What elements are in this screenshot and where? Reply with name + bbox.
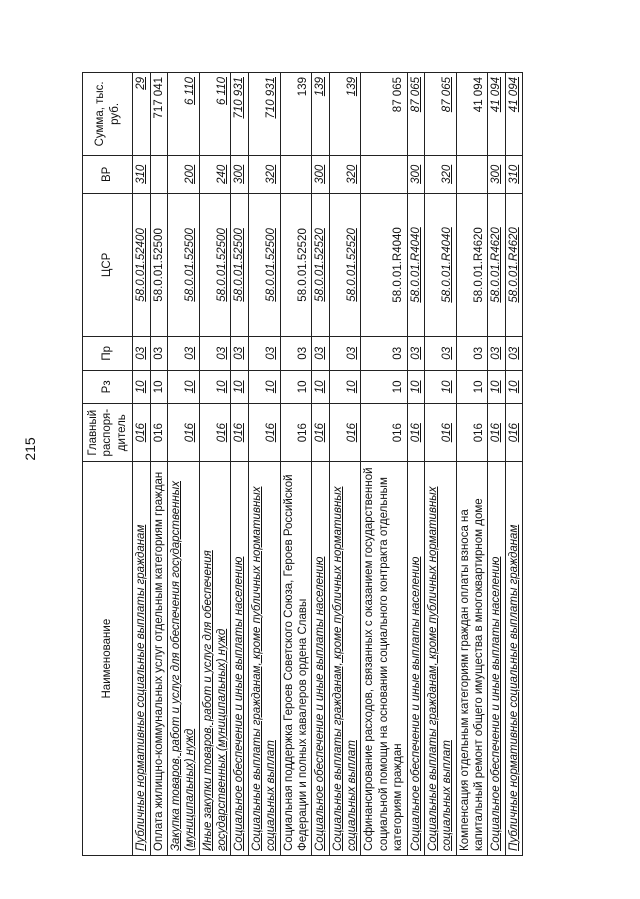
cell-csr: 58.0.01.52520	[312, 193, 329, 336]
cell-pr: 03	[329, 337, 361, 371]
cell-name: Публичные нормативные социальные выплаты гражданам	[505, 462, 522, 856]
cell-sum: 41 094	[505, 73, 522, 156]
cell-sum: 6 110	[167, 73, 199, 156]
cell-sum: 87 065	[424, 73, 456, 156]
cell-chief: 016	[329, 404, 361, 462]
cell-rz: 10	[167, 370, 199, 404]
cell-rz: 10	[456, 370, 488, 404]
cell-chief: 016	[456, 404, 488, 462]
cell-sum: 710 931	[231, 73, 248, 156]
cell-chief: 016	[407, 404, 424, 462]
header-sum: Сумма, тыс. руб.	[83, 73, 133, 156]
header-rz: Рз	[83, 370, 133, 404]
cell-chief: 016	[505, 404, 522, 462]
cell-pr: 03	[167, 337, 199, 371]
cell-csr: 58.0.01.52400	[133, 193, 150, 336]
table-row	[456, 73, 488, 856]
cell-sum: 6 110	[199, 73, 231, 156]
cell-sum: 139	[312, 73, 329, 156]
cell-csr: 58.0.01.52520	[329, 193, 361, 336]
table-row	[407, 73, 424, 856]
cell-sum: 29	[133, 73, 150, 156]
table-row	[361, 73, 407, 856]
cell-name: Социальное обеспечение и иные выплаты населению	[312, 462, 329, 856]
cell-pr: 03	[133, 337, 150, 371]
cell-vr	[150, 155, 167, 193]
table-row	[150, 73, 167, 856]
rotated-table-container	[82, 72, 520, 856]
cell-name: Социальные выплаты гражданам, кроме публичных нормативных социальных выплат	[424, 462, 456, 856]
table-row	[505, 73, 522, 856]
cell-rz: 10	[407, 370, 424, 404]
table-row	[312, 73, 329, 856]
cell-rz: 10	[505, 370, 522, 404]
header-row	[83, 73, 133, 856]
cell-vr	[280, 155, 312, 193]
cell-rz: 10	[248, 370, 280, 404]
cell-chief: 016	[167, 404, 199, 462]
cell-rz: 10	[361, 370, 407, 404]
cell-sum: 710 931	[248, 73, 280, 156]
cell-chief: 016	[312, 404, 329, 462]
cell-vr: 320	[248, 155, 280, 193]
header-pr: Пр	[83, 337, 133, 371]
page-number: 215	[22, 437, 38, 461]
cell-sum: 717 041	[150, 73, 167, 156]
header-name: Наименование	[83, 462, 133, 856]
cell-csr: 58.0.01.R4620	[456, 193, 488, 336]
table-row	[280, 73, 312, 856]
cell-rz: 10	[329, 370, 361, 404]
cell-csr: 58.0.01.52500	[231, 193, 248, 336]
cell-name: Социальное обеспечение и иные выплаты населению	[231, 462, 248, 856]
cell-rz: 10	[488, 370, 505, 404]
cell-pr: 03	[424, 337, 456, 371]
cell-pr: 03	[456, 337, 488, 371]
cell-rz: 10	[133, 370, 150, 404]
table-row	[231, 73, 248, 856]
cell-vr: 200	[167, 155, 199, 193]
cell-vr: 300	[312, 155, 329, 193]
cell-name: Социальные выплаты гражданам, кроме публичных нормативных социальных выплат	[248, 462, 280, 856]
cell-chief: 016	[361, 404, 407, 462]
cell-pr: 03	[505, 337, 522, 371]
cell-csr: 58.0.01.52500	[199, 193, 231, 336]
cell-name: Оплата жилищно-коммунальных услуг отдельным категориям граждан	[150, 462, 167, 856]
cell-rz: 10	[312, 370, 329, 404]
cell-pr: 03	[488, 337, 505, 371]
header-csr: ЦСР	[83, 193, 133, 336]
cell-csr: 58.0.01.52520	[280, 193, 312, 336]
cell-vr	[361, 155, 407, 193]
cell-name: Компенсация отдельным категориям граждан оплаты взноса на капитальный ремонт общего имущества в многоквартирном доме	[456, 462, 488, 856]
cell-csr: 58.0.01.R4040	[424, 193, 456, 336]
cell-chief: 016	[280, 404, 312, 462]
cell-rz: 10	[199, 370, 231, 404]
table-row	[424, 73, 456, 856]
cell-pr: 03	[199, 337, 231, 371]
cell-csr: 58.0.01.52500	[248, 193, 280, 336]
cell-csr: 58.0.01.52500	[150, 193, 167, 336]
cell-rz: 10	[424, 370, 456, 404]
cell-csr: 58.0.01.R4040	[361, 193, 407, 336]
cell-sum: 139	[329, 73, 361, 156]
table-row	[248, 73, 280, 856]
cell-rz: 10	[231, 370, 248, 404]
cell-csr: 58.0.01.52500	[167, 193, 199, 336]
cell-name: Социальные выплаты гражданам, кроме публичных нормативных социальных выплат	[329, 462, 361, 856]
cell-vr: 310	[505, 155, 522, 193]
table-header	[83, 73, 133, 856]
cell-vr: 300	[231, 155, 248, 193]
cell-pr: 03	[361, 337, 407, 371]
cell-pr: 03	[280, 337, 312, 371]
table-row	[167, 73, 199, 856]
cell-vr: 300	[488, 155, 505, 193]
cell-csr: 58.0.01.R4040	[407, 193, 424, 336]
cell-chief: 016	[424, 404, 456, 462]
cell-chief: 016	[150, 404, 167, 462]
cell-name: Иные закупки товаров, работ и услуг для обеспечения государственных (муниципальных) нужд	[199, 462, 231, 856]
table-row	[329, 73, 361, 856]
cell-chief: 016	[133, 404, 150, 462]
cell-csr: 58.0.01.R4620	[488, 193, 505, 336]
cell-vr: 300	[407, 155, 424, 193]
cell-sum: 41 094	[488, 73, 505, 156]
cell-rz: 10	[150, 370, 167, 404]
budget-table	[82, 72, 523, 856]
cell-chief: 016	[199, 404, 231, 462]
cell-sum: 41 094	[456, 73, 488, 156]
cell-pr: 03	[312, 337, 329, 371]
cell-vr: 320	[329, 155, 361, 193]
cell-csr: 58.0.01.R4620	[505, 193, 522, 336]
cell-vr: 310	[133, 155, 150, 193]
cell-pr: 03	[231, 337, 248, 371]
cell-pr: 03	[407, 337, 424, 371]
cell-vr: 320	[424, 155, 456, 193]
cell-chief: 016	[248, 404, 280, 462]
cell-chief: 016	[488, 404, 505, 462]
cell-name: Социальное обеспечение и иные выплаты населению	[488, 462, 505, 856]
cell-chief: 016	[231, 404, 248, 462]
cell-vr: 240	[199, 155, 231, 193]
header-vr: ВР	[83, 155, 133, 193]
table-body	[133, 73, 523, 856]
table-row	[133, 73, 150, 856]
table-row	[488, 73, 505, 856]
cell-sum: 139	[280, 73, 312, 156]
cell-sum: 87 065	[407, 73, 424, 156]
cell-name: Социальная поддержка Героев Советского Союза, Героев Российской Федерации и полных кавалеров ордена Славы	[280, 462, 312, 856]
header-chief: Главный распоря- дитель	[83, 404, 133, 462]
cell-sum: 87 065	[361, 73, 407, 156]
table-row	[199, 73, 231, 856]
cell-pr: 03	[150, 337, 167, 371]
cell-name: Публичные нормативные социальные выплаты гражданам	[133, 462, 150, 856]
cell-name: Софинансирование расходов, связанных с оказанием государственной социальной помощи на основании социального контракта отдельным категориям граждан	[361, 462, 407, 856]
cell-pr: 03	[248, 337, 280, 371]
cell-rz: 10	[280, 370, 312, 404]
cell-vr	[456, 155, 488, 193]
cell-name: Социальное обеспечение и иные выплаты населению	[407, 462, 424, 856]
cell-name: Закупка товаров, работ и услуг для обеспечения государственных (муниципальных) нужд	[167, 462, 199, 856]
